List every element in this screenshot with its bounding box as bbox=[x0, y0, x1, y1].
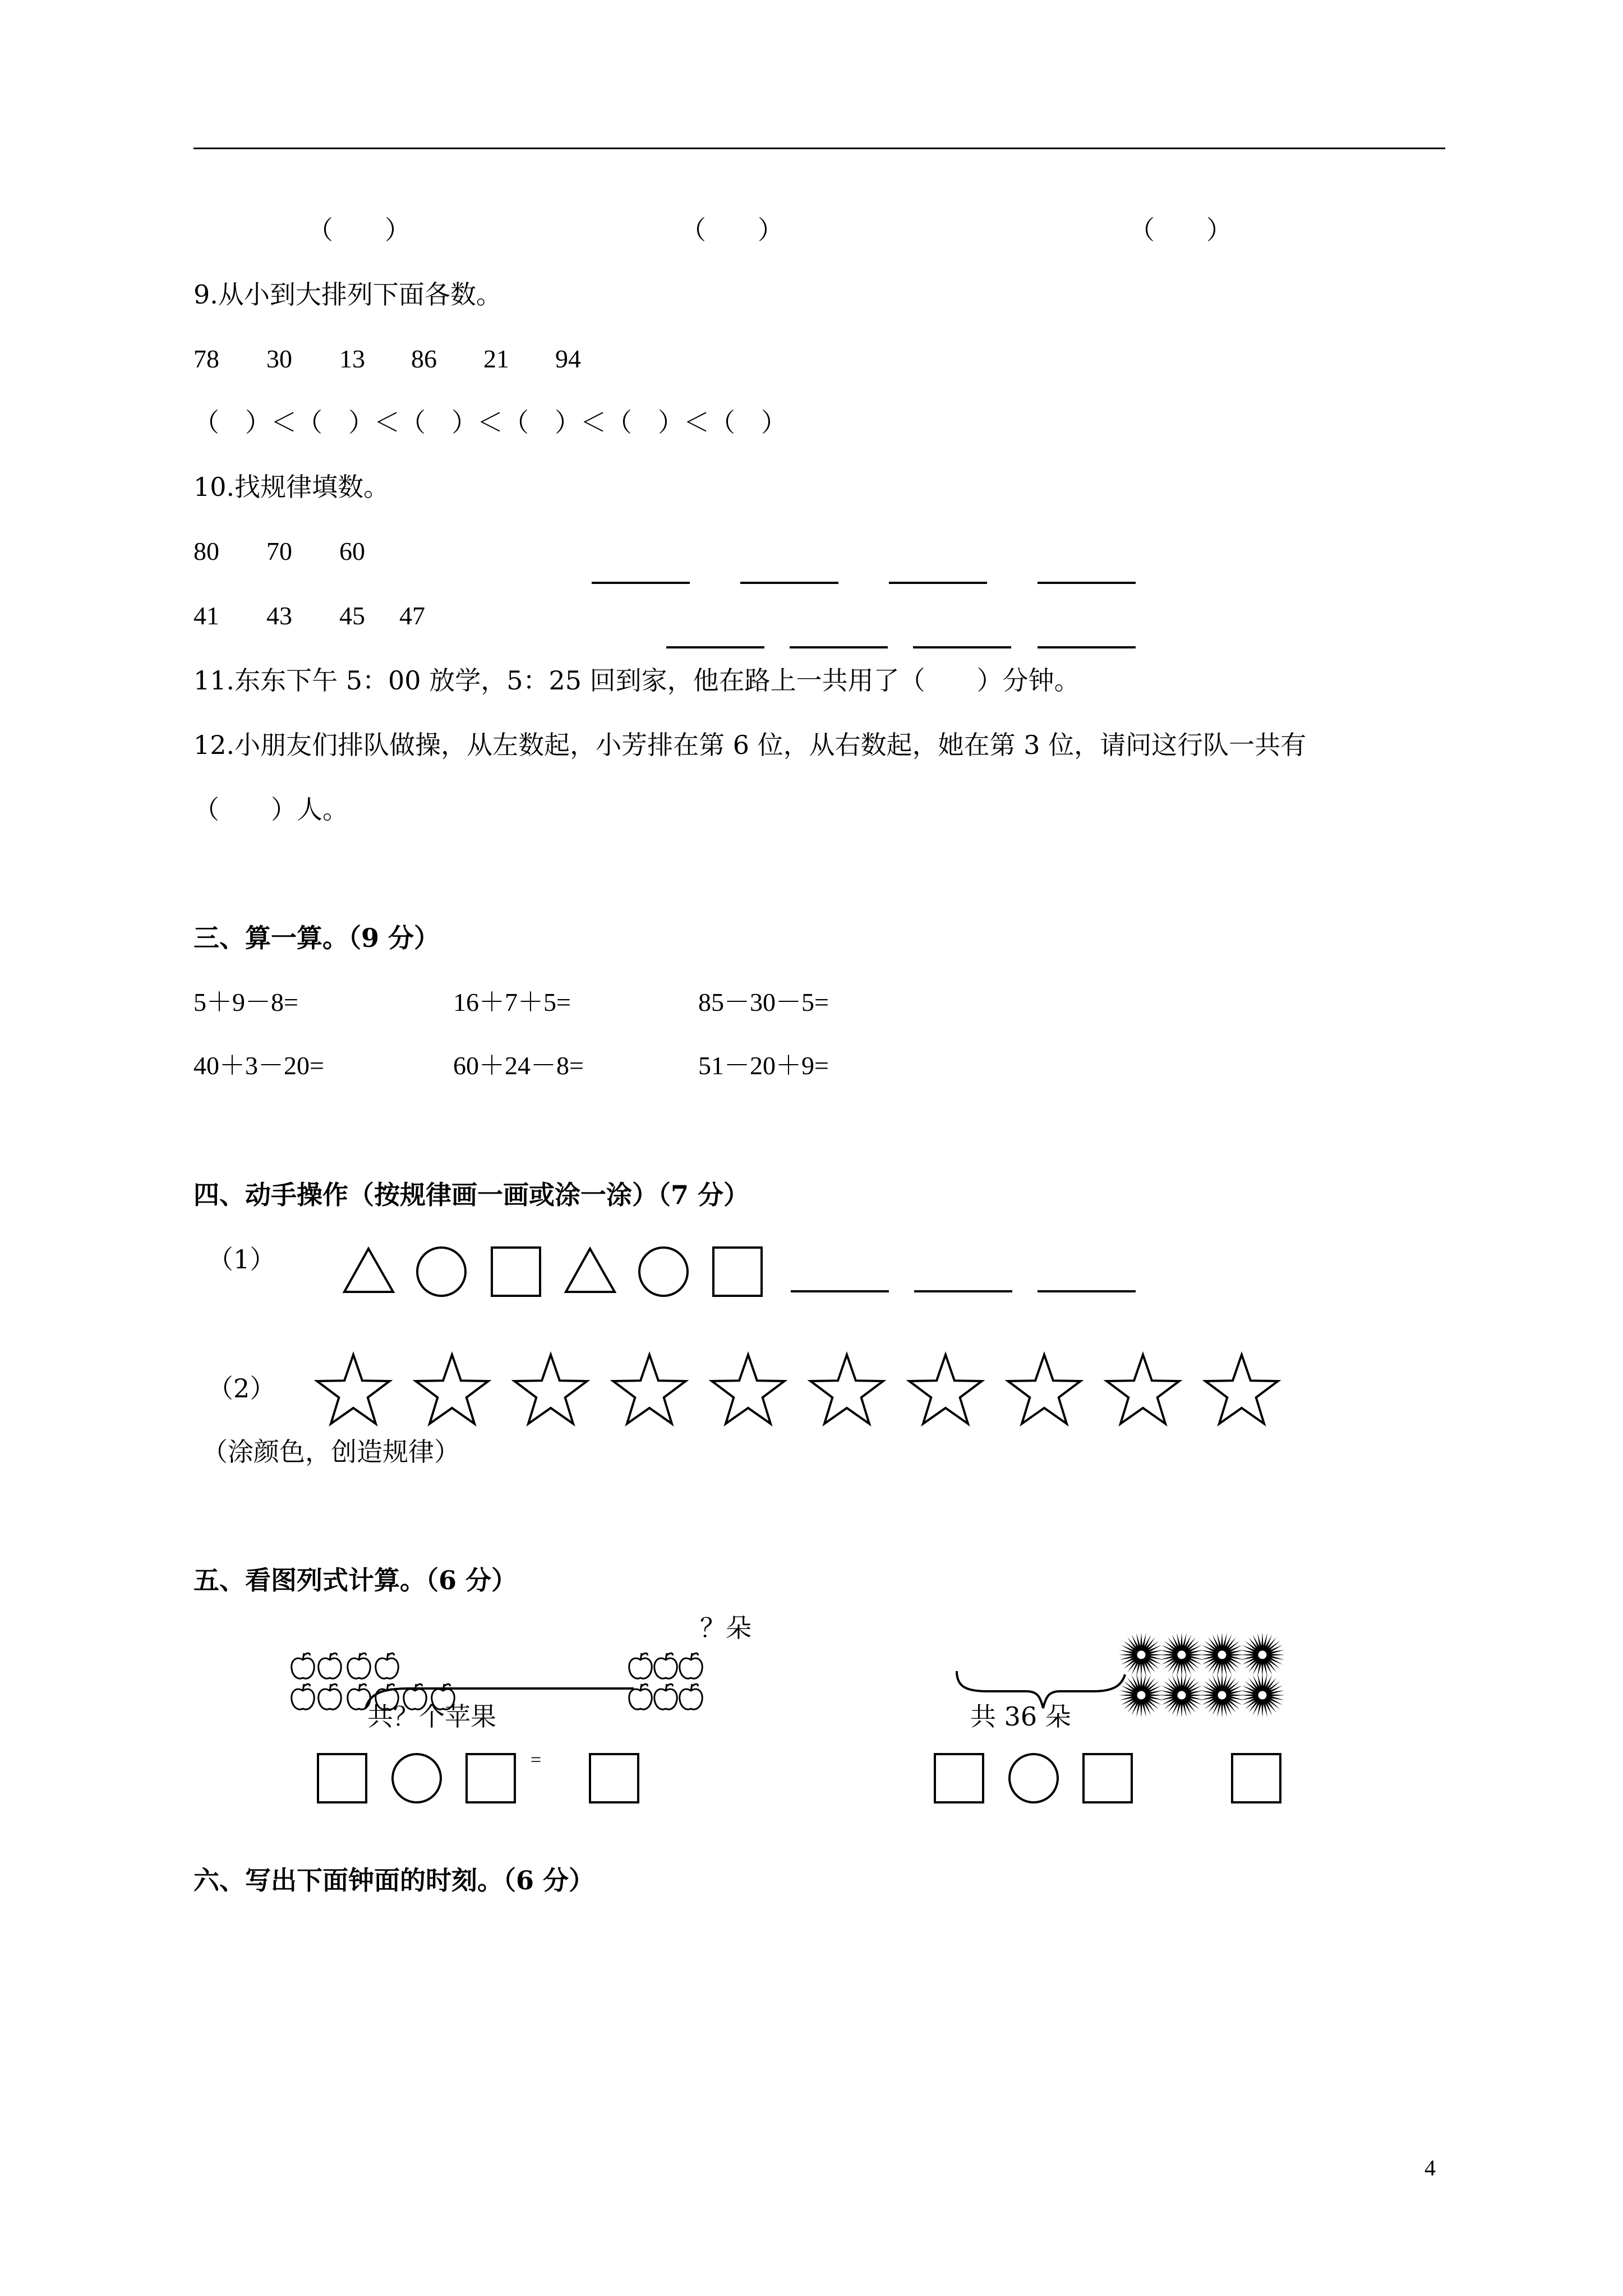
left-total-label: 共？个苹果 bbox=[367, 1701, 496, 1732]
q9-number: 78 bbox=[193, 344, 219, 373]
star-icon[interactable] bbox=[1205, 1355, 1278, 1424]
calc-problem: 5＋9－8= bbox=[193, 988, 298, 1016]
calc-problem: 16＋7＋5= bbox=[453, 988, 571, 1016]
star-icon[interactable] bbox=[712, 1355, 784, 1424]
header-rule bbox=[193, 148, 1445, 149]
calc-problem: 60＋24－8= bbox=[453, 1051, 584, 1080]
q10-blank[interactable] bbox=[592, 582, 690, 584]
q9-number: 86 bbox=[411, 344, 437, 373]
answer-paren-2: （ ） bbox=[680, 215, 783, 245]
answer-paren-1: （ ） bbox=[307, 215, 411, 245]
flower-group bbox=[1119, 1630, 1298, 1725]
star-icon[interactable] bbox=[317, 1355, 389, 1424]
flower-icon bbox=[1240, 1673, 1285, 1718]
q9-number: 94 bbox=[555, 344, 581, 373]
flower-icon bbox=[1200, 1673, 1244, 1718]
triangle-icon bbox=[342, 1246, 395, 1294]
q10-number: 41 bbox=[193, 601, 219, 630]
star-icon[interactable] bbox=[416, 1355, 488, 1424]
flower-icon bbox=[1119, 1673, 1164, 1718]
q9-number: 21 bbox=[483, 344, 509, 373]
flower-icon bbox=[1159, 1632, 1204, 1677]
apple-icon bbox=[654, 1653, 677, 1678]
apple-icon bbox=[376, 1653, 399, 1678]
q9-title: 9.从小到大排列下面各数。 bbox=[193, 279, 502, 310]
flower-icon bbox=[1119, 1632, 1164, 1677]
q10-number: 47 bbox=[399, 601, 425, 630]
q10-number: 70 bbox=[266, 537, 292, 565]
apple-icon bbox=[348, 1653, 371, 1678]
star-icon[interactable] bbox=[1008, 1355, 1080, 1424]
square-icon bbox=[712, 1246, 763, 1297]
draw-blank[interactable] bbox=[914, 1290, 1012, 1292]
q10-blank[interactable] bbox=[889, 582, 987, 584]
star-row bbox=[311, 1351, 1293, 1435]
q10-number: 45 bbox=[339, 601, 365, 630]
answer-paren-3: （ ） bbox=[1129, 215, 1232, 245]
q9-number: 30 bbox=[266, 344, 292, 373]
item2-note: （涂颜色，创造规律） bbox=[202, 1437, 460, 1467]
item1-label: （1） bbox=[208, 1244, 276, 1274]
q10-blank[interactable] bbox=[1038, 646, 1136, 648]
triangle-icon bbox=[564, 1246, 617, 1294]
right-total-label: 共 36 朵 bbox=[970, 1701, 1071, 1732]
apple-group-right bbox=[628, 1652, 751, 1725]
apple-icon bbox=[292, 1653, 315, 1678]
star-icon[interactable] bbox=[613, 1355, 685, 1424]
answer-box[interactable] bbox=[934, 1753, 984, 1803]
q10-blank[interactable] bbox=[1038, 582, 1136, 584]
q12-line1: 12.小朋友们排队做操，从左数起，小芳排在第 6 位，从右数起，她在第 3 位，请问这行队一共有 bbox=[193, 730, 1307, 760]
item2-label: （2） bbox=[208, 1373, 276, 1404]
star-icon[interactable] bbox=[810, 1355, 883, 1424]
answer-box[interactable] bbox=[1082, 1753, 1133, 1803]
draw-blank[interactable] bbox=[791, 1290, 889, 1292]
q10-title: 10.找规律填数。 bbox=[193, 472, 390, 502]
flower-icon bbox=[1200, 1632, 1244, 1677]
star-icon[interactable] bbox=[514, 1355, 587, 1424]
left-question-label: ？朵 bbox=[700, 1613, 751, 1643]
circle-icon bbox=[638, 1246, 689, 1297]
section3-heading: 三、算一算。（9 分） bbox=[193, 923, 440, 953]
q10-number: 43 bbox=[266, 601, 292, 630]
operator-circle[interactable] bbox=[391, 1753, 442, 1803]
calc-problem: 85－30－5= bbox=[698, 988, 829, 1016]
star-icon[interactable] bbox=[1106, 1355, 1179, 1424]
q12-line2: （ ）人。 bbox=[193, 794, 348, 825]
apple-icon bbox=[680, 1684, 703, 1709]
apple-icon bbox=[319, 1684, 342, 1709]
section5-heading: 五、看图列式计算。（6 分） bbox=[193, 1565, 518, 1595]
q10-number: 60 bbox=[339, 537, 365, 565]
apple-icon bbox=[319, 1653, 342, 1678]
flower-icon bbox=[1159, 1673, 1204, 1718]
apple-icon bbox=[292, 1684, 315, 1709]
circle-icon bbox=[416, 1246, 467, 1297]
operator-circle[interactable] bbox=[1008, 1753, 1059, 1803]
star-icon[interactable] bbox=[909, 1355, 981, 1424]
apple-icon bbox=[680, 1653, 703, 1678]
q10-blank[interactable] bbox=[913, 646, 1011, 648]
apple-icon bbox=[629, 1653, 652, 1678]
answer-box[interactable] bbox=[589, 1753, 639, 1803]
q10-number: 80 bbox=[193, 537, 219, 565]
q10-blank[interactable] bbox=[740, 582, 838, 584]
answer-box[interactable] bbox=[465, 1753, 516, 1803]
square-icon bbox=[491, 1246, 541, 1297]
apple-icon bbox=[654, 1684, 677, 1709]
q11-text: 11.东东下午 5：00 放学，5：25 回到家，他在路上一共用了（ ）分钟。 bbox=[193, 665, 1080, 696]
answer-box[interactable] bbox=[1231, 1753, 1281, 1803]
q9-number: 13 bbox=[339, 344, 365, 373]
q9-answer-line: （ ）＜（ ）＜（ ）＜（ ）＜（ ）＜（ ） bbox=[193, 407, 787, 438]
calc-problem: 51－20＋9= bbox=[698, 1051, 829, 1080]
q10-blank[interactable] bbox=[666, 646, 764, 648]
calc-problem: 40＋3－20= bbox=[193, 1051, 324, 1080]
q10-blank[interactable] bbox=[790, 646, 888, 648]
section6-heading: 六、写出下面钟面的时刻。（6 分） bbox=[193, 1865, 595, 1895]
flower-icon bbox=[1240, 1632, 1285, 1677]
answer-box[interactable] bbox=[317, 1753, 367, 1803]
section4-heading: 四、动手操作（按规律画一画或涂一涂）（7 分） bbox=[193, 1180, 750, 1210]
draw-blank[interactable] bbox=[1038, 1290, 1136, 1292]
equals-sign: = bbox=[531, 1750, 542, 1770]
page-number: 4 bbox=[1424, 2155, 1436, 2180]
